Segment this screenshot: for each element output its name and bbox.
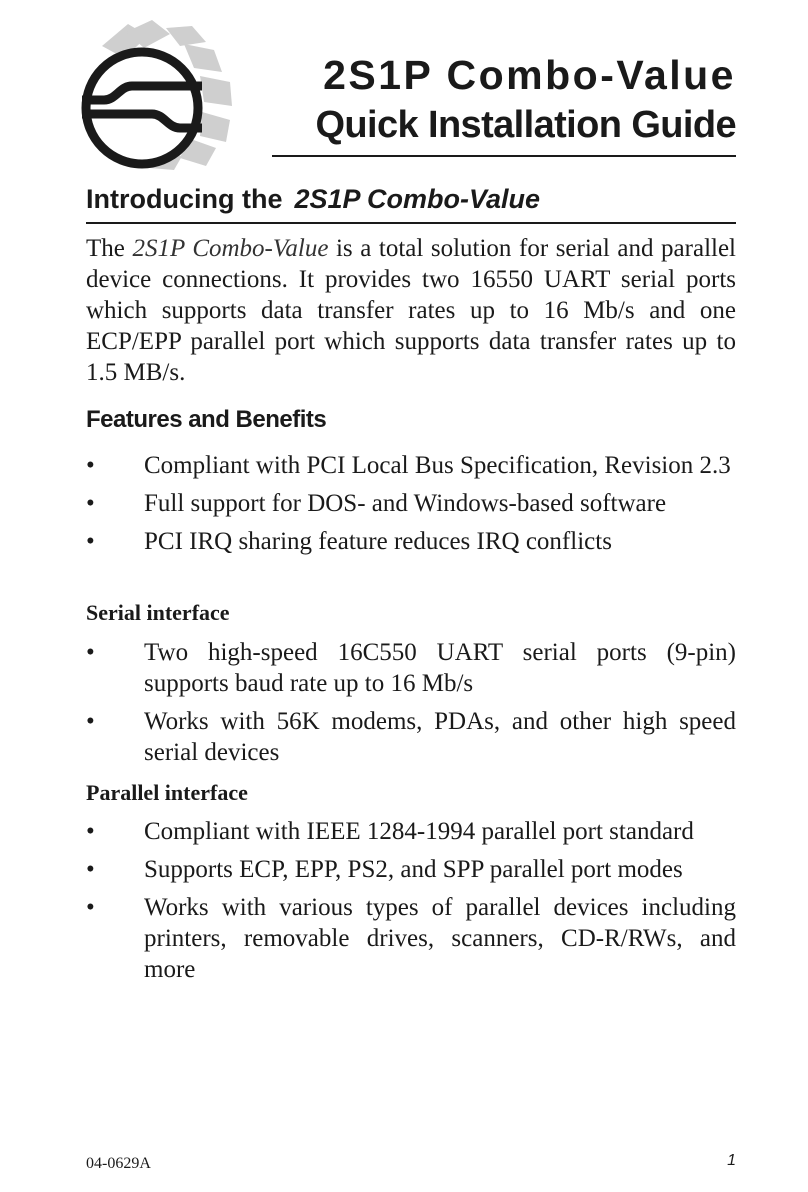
serial-heading: Serial interface: [86, 600, 230, 625]
brand-logo-icon: [66, 20, 236, 170]
list-item: [86, 816, 736, 847]
list-item-text: Supports ECP, EPP, PS2, and SPP parallel port modes: [144, 856, 683, 883]
parallel-list: [86, 816, 736, 992]
bullet-icon: •: [86, 856, 95, 883]
list-item-text: Two high-speed 16C550 UART serial ports (9-pin) supports baud rate up to 16 Mb/s: [144, 639, 736, 697]
intro-heading-product: 2S1P Combo-Value: [294, 184, 541, 214]
list-item: [86, 526, 736, 557]
bullet-icon: •: [86, 528, 95, 555]
list-item: [86, 488, 736, 519]
intro-heading: [86, 184, 540, 215]
page-number: 1: [727, 1152, 736, 1169]
section-divider: [86, 222, 736, 224]
title-line-2: Quick Installation Guide: [315, 104, 736, 146]
title-divider: [272, 155, 736, 157]
list-item-text: PCI IRQ sharing feature reduces IRQ conflicts: [144, 528, 612, 555]
features-list: [86, 450, 736, 564]
intro-product-name: 2S1P Combo-Value: [132, 235, 329, 262]
list-item: [86, 892, 736, 985]
list-item: [86, 637, 736, 699]
intro-body: is a total solution for serial and parallel device connections. It provides two 16550 UART serial ports which supports data transfer rates up to 16 Mb/s and one ECP/EPP parallel port which supports data transfer rates up to 1.5 MB/s.: [86, 235, 737, 386]
document-code: 04-0629A: [86, 1155, 151, 1172]
list-item-text: Works with various types of parallel devices including printers, removable drives, scanners, CD-R/RWs, and more: [144, 894, 736, 983]
list-item: [86, 854, 736, 885]
bullet-icon: •: [86, 639, 95, 666]
parallel-heading: Parallel interface: [86, 780, 248, 805]
list-item: [86, 706, 736, 768]
list-item-text: Full support for DOS- and Windows-based software: [144, 490, 667, 517]
list-item: [86, 450, 736, 481]
bullet-icon: •: [86, 818, 95, 845]
bullet-icon: •: [86, 452, 95, 479]
features-heading: Features and Benefits: [86, 406, 327, 433]
list-item-text: Compliant with IEEE 1284-1994 parallel port standard: [144, 818, 694, 845]
intro-heading-text: Introducing the: [86, 184, 283, 214]
bullet-icon: •: [86, 894, 95, 921]
intro-paragraph: [86, 233, 736, 388]
title-line-1: 2S1P Combo-Value: [323, 52, 736, 98]
serial-list: [86, 637, 736, 775]
list-item-text: Compliant with PCI Local Bus Specification, Revision 2.3: [144, 452, 731, 479]
list-item-text: Works with 56K modems, PDAs, and other high speed serial devices: [144, 708, 736, 766]
intro-prefix: The: [86, 235, 125, 262]
bullet-icon: •: [86, 708, 95, 735]
bullet-icon: •: [86, 490, 95, 517]
